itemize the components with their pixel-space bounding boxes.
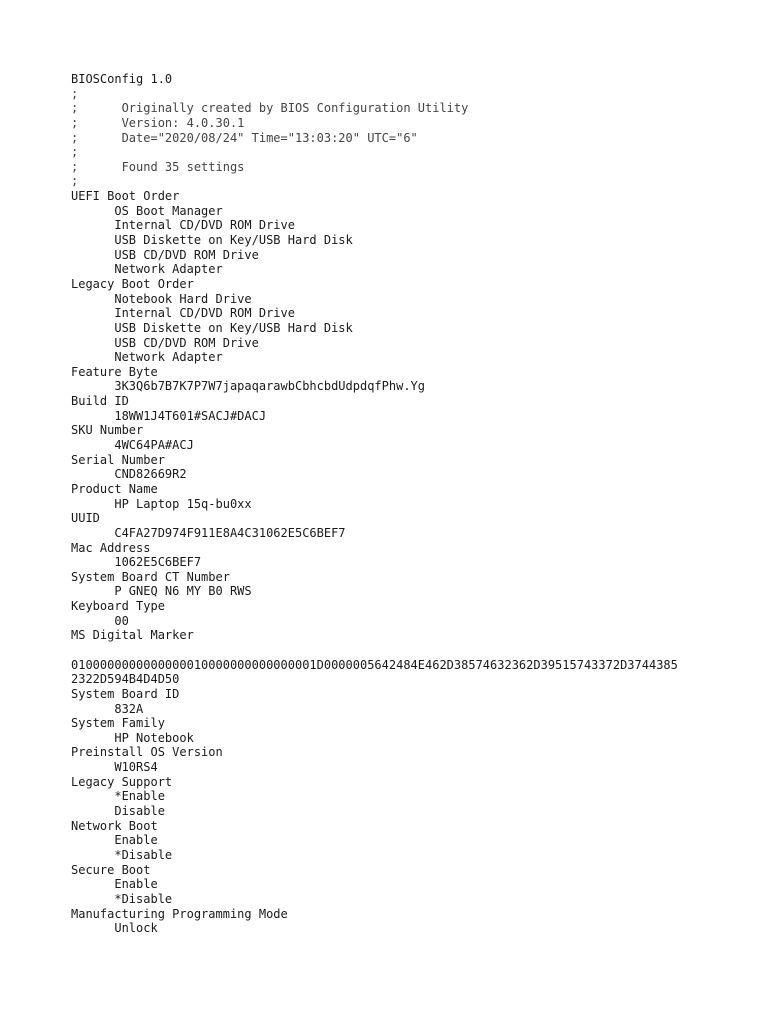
setting-value: HP Laptop 15q-bu0xx — [71, 496, 252, 511]
setting-value: 18WW1J4T601#SACJ#DACJ — [71, 408, 267, 423]
setting-name: System Board ID — [71, 686, 180, 701]
setting-value: 1062E5C6BEF7 — [71, 555, 202, 570]
comment-line: ; Version: 4.0.30.1 — [71, 115, 245, 130]
setting-name: Legacy Support — [71, 774, 173, 789]
setting-value: *Enable — [71, 789, 165, 804]
setting-value: W10RS4 — [71, 760, 158, 775]
setting-value: Internal CD/DVD ROM Drive — [71, 218, 295, 233]
setting-name: System Board CT Number — [71, 569, 230, 584]
comment-line: ; — [71, 86, 79, 101]
setting-value: Network Adapter — [71, 262, 223, 277]
setting-value: Network Adapter — [71, 350, 223, 365]
setting-name: BIOSConfig 1.0 — [71, 72, 173, 86]
setting-name: UUID — [71, 511, 100, 526]
setting-value: USB CD/DVD ROM Drive — [71, 247, 259, 262]
setting-value: USB Diskette on Key/USB Hard Disk — [71, 320, 353, 335]
setting-value: Notebook Hard Drive — [71, 291, 252, 306]
setting-value: Enable — [71, 833, 158, 848]
setting-value: 832A — [71, 701, 144, 716]
setting-value: P GNEQ N6 MY B0 RWS — [71, 584, 252, 599]
setting-value: *Disable — [71, 891, 173, 906]
setting-value: USB CD/DVD ROM Drive — [71, 335, 259, 350]
comment-line: ; — [71, 174, 79, 189]
bios-config-document — [71, 72, 751, 936]
setting-name: Build ID — [71, 394, 129, 409]
setting-name: System Family — [71, 716, 165, 731]
comment-line: ; Found 35 settings — [71, 159, 245, 174]
setting-name: Product Name — [71, 481, 158, 496]
setting-name: Manufacturing Programming Mode — [71, 906, 288, 921]
setting-value: Disable — [71, 804, 165, 819]
setting-value: Enable — [71, 877, 158, 892]
comment-line: ; — [71, 145, 79, 160]
setting-value: *Disable — [71, 847, 173, 862]
setting-name: Preinstall OS Version — [71, 745, 223, 760]
setting-name: Keyboard Type — [71, 599, 165, 614]
setting-value: 4WC64PA#ACJ — [71, 438, 194, 453]
setting-value: 2322D594B4D4D50 — [71, 672, 180, 687]
setting-name: SKU Number — [71, 423, 144, 438]
setting-name: Mac Address — [71, 540, 151, 555]
setting-name: Legacy Boot Order — [71, 276, 194, 291]
setting-value: HP Notebook — [71, 730, 194, 745]
setting-name: UEFI Boot Order — [71, 189, 180, 204]
setting-value: CND82669R2 — [71, 467, 187, 482]
setting-value: C4FA27D974F911E8A4C31062E5C6BEF7 — [71, 525, 346, 540]
setting-value: Internal CD/DVD ROM Drive — [71, 306, 295, 321]
setting-name: Serial Number — [71, 452, 165, 467]
setting-value: USB Diskette on Key/USB Hard Disk — [71, 233, 353, 248]
setting-name: Secure Boot — [71, 862, 151, 877]
setting-name: MS Digital Marker — [71, 628, 194, 643]
setting-value: Unlock — [71, 921, 158, 936]
comment-line: ; Date="2020/08/24" Time="13:03:20" UTC="6" — [71, 130, 418, 145]
comment-line: ; Originally created by BIOS Configuration Utility — [71, 101, 469, 116]
setting-name: Network Boot — [71, 818, 158, 833]
setting-value: OS Boot Manager — [71, 203, 223, 218]
setting-value: 00 — [71, 613, 129, 628]
setting-value: 3K3Q6b7B7K7P7W7japaqarawbCbhcbdUdpdqfPhw.Yg — [71, 379, 426, 394]
blank-line — [71, 643, 751, 658]
setting-name: Feature Byte — [71, 364, 158, 379]
setting-value: 0100000000000000010000000000000001D0000005642484E462D38574632362D39515743372D3744385 — [71, 657, 678, 672]
